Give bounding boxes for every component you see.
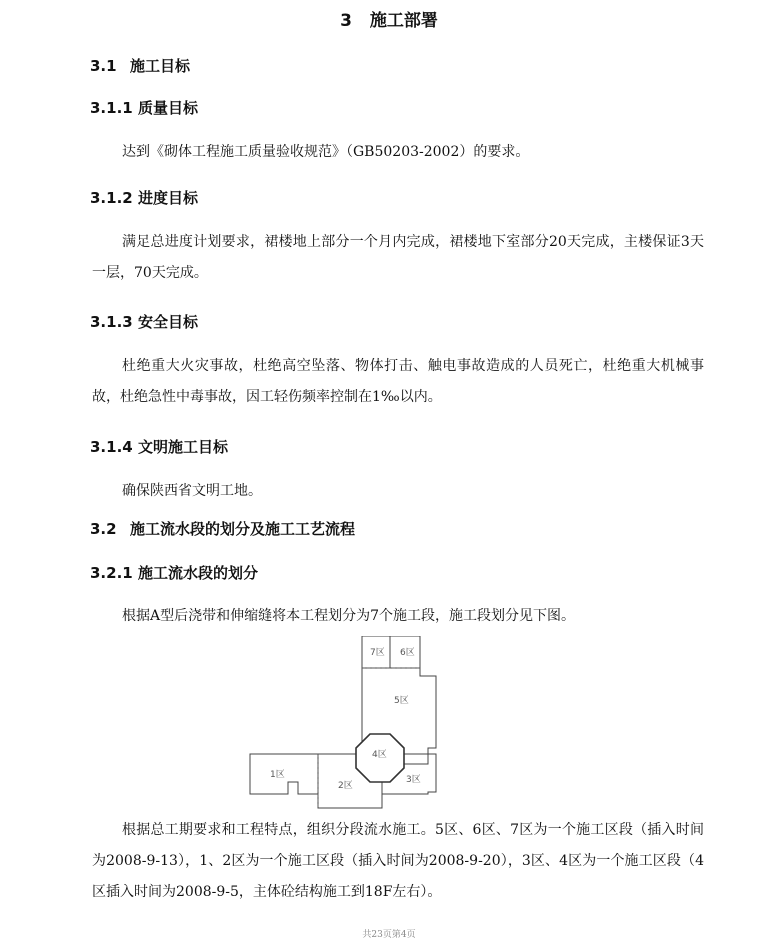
zone-3-label: 3区 — [406, 775, 421, 785]
segment-division-paragraph: 根据A型后浇带和伸缩缝将本工程划分为7个施工段，施工段划分见下图。 — [122, 608, 576, 624]
section-3-1-2-heading: 3.1.2 进度目标 — [90, 189, 199, 207]
quality-goal-paragraph: 达到《砌体工程施工质量验收规范》（GB50203-2002）的要求。 — [122, 144, 530, 160]
section-3-1-heading: 3.1 施工目标 — [90, 57, 191, 75]
zone-7-label: 7区 — [370, 648, 385, 658]
civilized-site-goal-paragraph: 确保陕西省文明工地。 — [122, 483, 262, 499]
chapter-number: 3 — [340, 11, 352, 31]
schedule-goal-paragraph: 满足总进度计划要求，裙楼地上部分一个月内完成，裙楼地下室部分20天完成，主楼保证3天一层，70天完成。 — [92, 234, 704, 281]
safety-goal-paragraph: 杜绝重大火灾事故，杜绝高空坠落、物体打击、触电事故造成的人员死亡，杜绝重大机械事故，杜绝急性中毒事故，因工轻伤频率控制在1‰以内。 — [92, 358, 704, 405]
page-footer: 共23页第4页 — [362, 930, 416, 940]
section-3-2-heading: 3.2 施工流水段的划分及施工工艺流程 — [90, 520, 356, 538]
zone-1-label: 1区 — [270, 770, 285, 780]
zone-2-label: 2区 — [338, 781, 353, 791]
zone-4-label: 4区 — [372, 750, 387, 760]
section-3-1-4-heading: 3.1.4 文明施工目标 — [90, 438, 229, 456]
section-3-1-3-heading: 3.1.3 安全目标 — [90, 313, 199, 331]
section-3-2-1-heading: 3.2.1 施工流水段的划分 — [90, 564, 259, 582]
chapter-title — [0, 6, 778, 31]
chapter-title-text: 施工部署 — [369, 11, 438, 31]
zone-6-label: 6区 — [400, 648, 415, 658]
section-3-1-1-heading: 3.1.1 质量目标 — [90, 99, 199, 117]
flow-sequence-paragraph: 根据总工期要求和工程特点，组织分段流水施工。5区、6区、7区为一个施工区段（插入时间为2008-9-13），1、2区为一个施工区段（插入时间为2008-9-20），3区、4区为一个施工区段（4区插入时间为2008-9-5，主体砼结构施工到18F左右）。 — [92, 822, 704, 900]
zone-division-diagram — [246, 636, 446, 816]
zone-5-label: 5区 — [394, 696, 409, 706]
